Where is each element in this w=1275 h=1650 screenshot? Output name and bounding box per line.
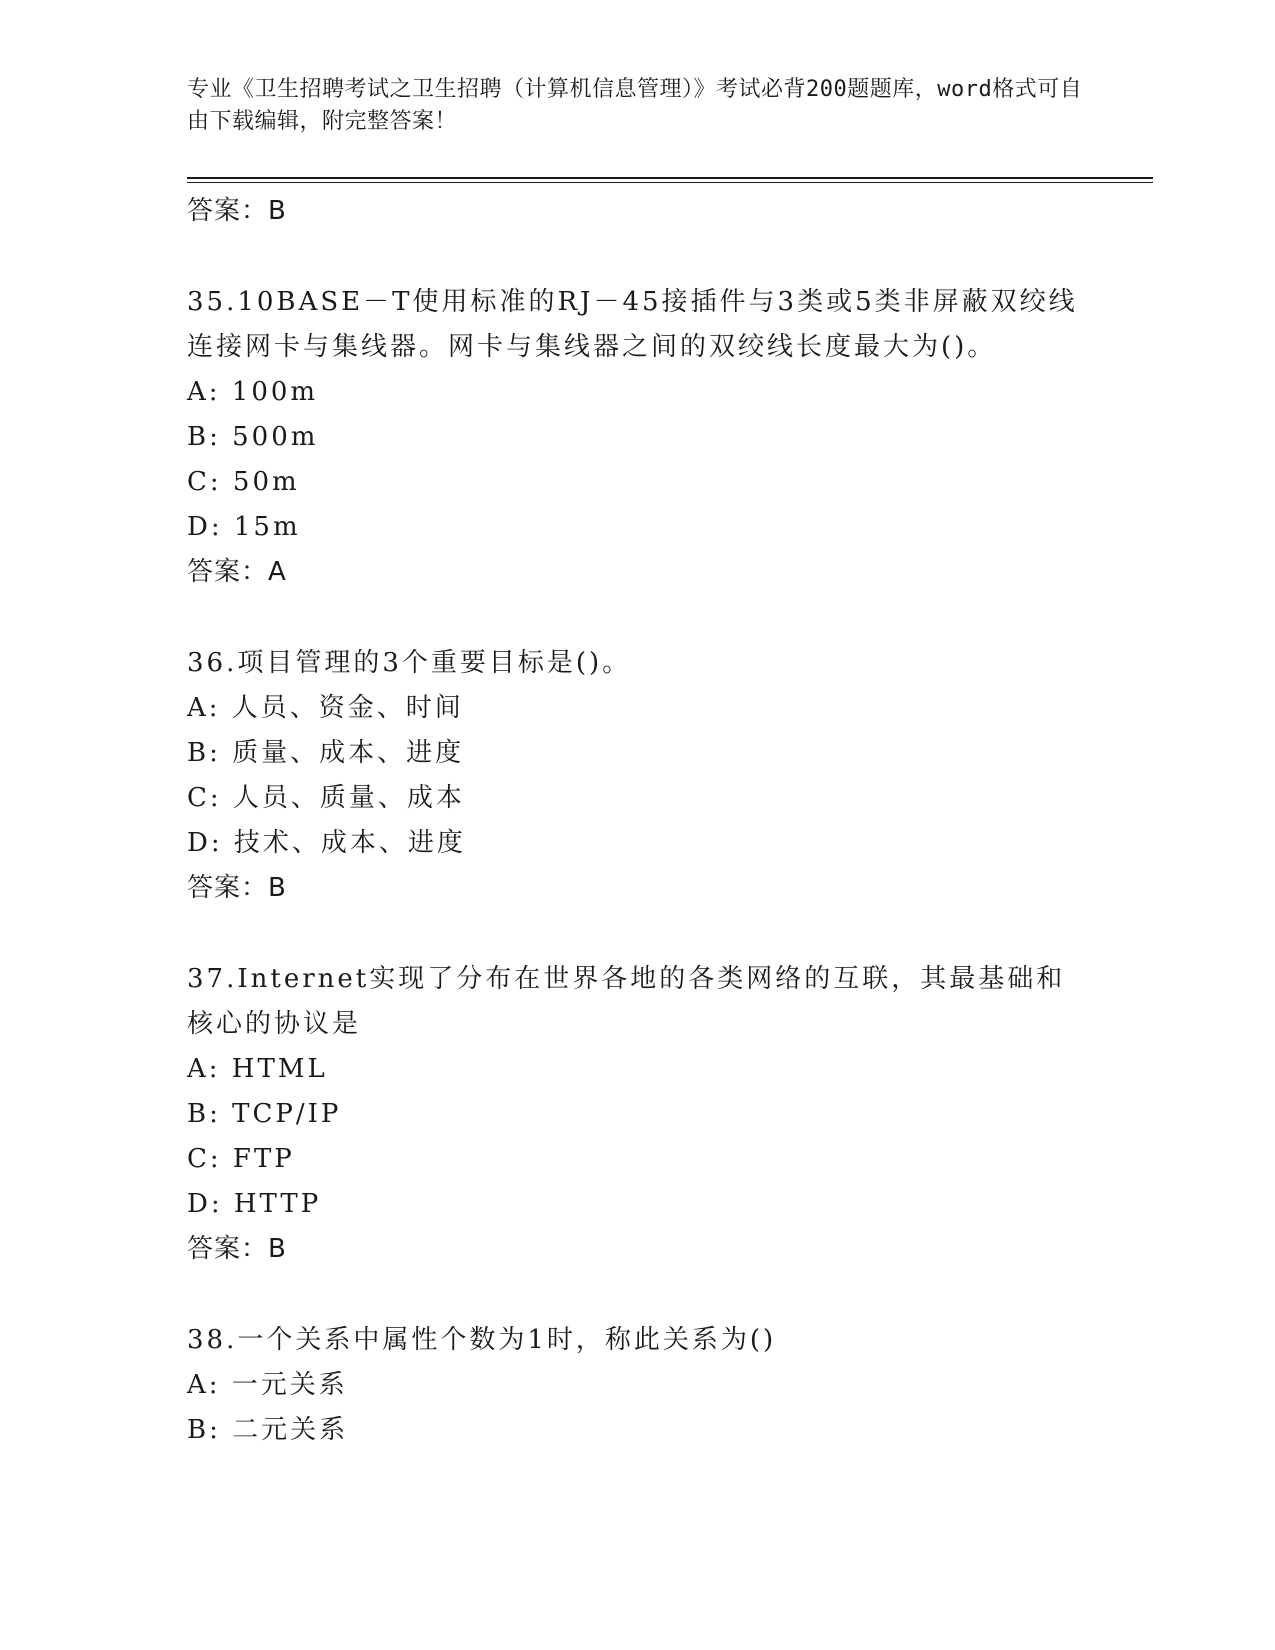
q38-option-b: B: 二元关系 — [187, 1415, 349, 1445]
q37-option-d: D: HTTP — [187, 1189, 322, 1219]
question-38: 38.一个关系中属性个数为1时，称此关系为() — [187, 1325, 777, 1355]
q36-option-d: D: 技术、成本、进度 — [187, 828, 466, 858]
q35-option-b: B: 500m — [187, 422, 319, 452]
header-divider-thick — [187, 177, 1153, 179]
question-37: 37.Internet实现了分布在世界各地的各类网络的互联，其最基础和核心的协议是 — [187, 964, 1066, 1039]
question-36: 36.项目管理的3个重要目标是()。 — [187, 648, 632, 678]
q37-option-c: C: FTP — [187, 1144, 295, 1174]
question-list — [187, 189, 1087, 1453]
q35-option-c: C: 50m — [187, 467, 300, 497]
q37-option-b: B: TCP/IP — [187, 1099, 342, 1129]
q36-option-b: B: 质量、成本、进度 — [187, 738, 465, 768]
q36-answer: 答案：B — [187, 873, 287, 903]
q38-option-a: A: 一元关系 — [187, 1370, 348, 1400]
q37-option-a: A: HTML — [187, 1054, 328, 1084]
q35-option-a: A: 100m — [187, 377, 319, 407]
q36-option-c: C: 人员、质量、成本 — [187, 783, 465, 813]
q35-answer: 答案：A — [187, 557, 287, 587]
document-header: 专业《卫生招聘考试之卫生招聘（计算机信息管理）》考试必背200题题库，word格式可自由下载编辑，附完整答案！ — [187, 77, 1083, 134]
q35-option-d: D: 15m — [187, 512, 301, 542]
question-35: 35.10BASE－T使用标准的RJ－45接插件与3类或5类非屏蔽双绞线连接网卡与集线器。网卡与集线器之间的双绞线长度最大为()。 — [187, 287, 1078, 362]
answer-previous: 答案：B — [187, 196, 287, 226]
q36-option-a: A: 人员、资金、时间 — [187, 693, 464, 723]
q37-answer: 答案：B — [187, 1234, 287, 1264]
header-divider-thin — [187, 182, 1153, 183]
